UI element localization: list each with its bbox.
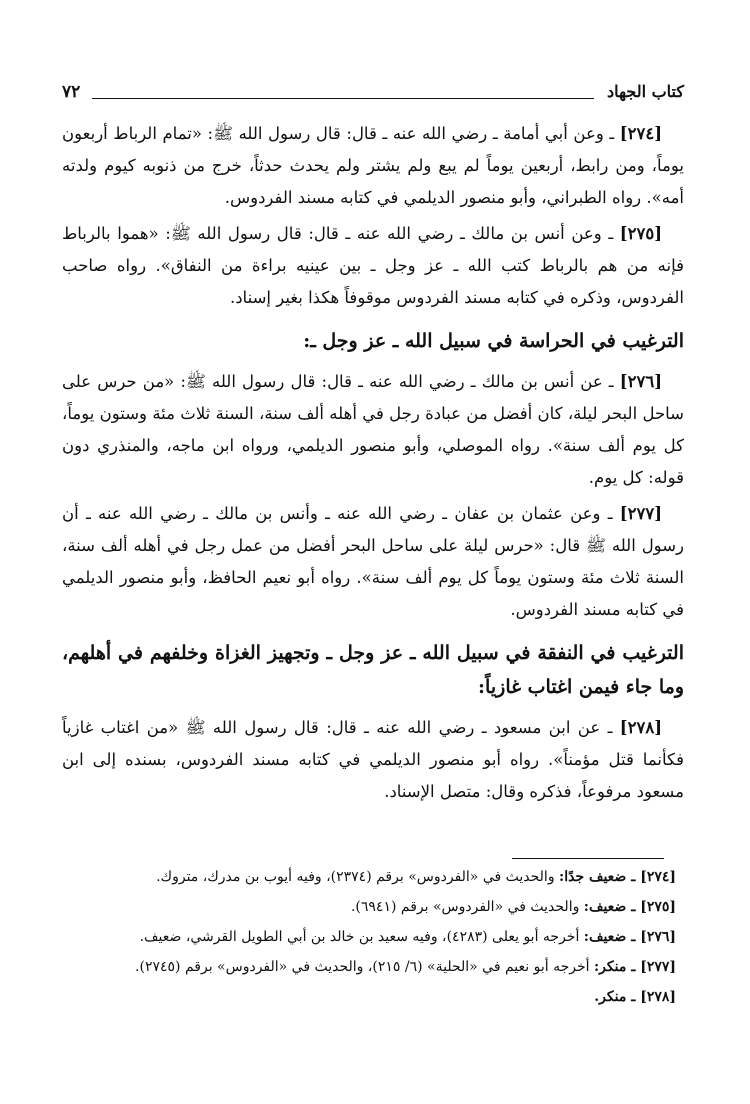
hadith-274: [62, 118, 684, 214]
header-rule: [92, 98, 594, 99]
hadith-number: [٢٧٥]: [619, 224, 662, 243]
hadith-275: [62, 218, 684, 314]
footnote-274: [62, 864, 684, 891]
footnote-number: [٢٧٥]: [640, 899, 676, 915]
hadith-text: ـ عن ابن مسعود ـ رضي الله عنه ـ قال: قال رسول الله ﷺ «من اغتاب غازياً فكأنما قتل مؤمناً». رواه أبو منصور الديلمي في كتابه مسند الفردوس، بسنده إلى ابن مسعود مرفوعاً، فذكره وقال: متصل الإسناد.: [62, 718, 684, 801]
hadith-text: ـ وعن أبي أمامة ـ رضي الله عنه ـ قال: قال رسول الله ﷺ: «تمام الرباط أربعون يوماً، ومن رابط، أربعين يوماً لم يبع ولم يشتر ولم يحدث حدثاً، خرج من ذنوبه كيوم ولدته أمه». رواه الطبراني، وأبو منصور الديلمي في كتابه مسند الفردوس.: [62, 124, 684, 207]
main-text: [62, 118, 684, 812]
footnote-text: أخرجه أبو نعيم في «الحلية» (٦/ ٢١٥)، والحديث في «الفردوس» برقم (٢٧٤٥).: [135, 959, 594, 975]
footnote-separator: [512, 858, 664, 859]
footnote-276: [62, 924, 684, 951]
footnote-grade: ـ منكر:: [593, 959, 641, 975]
footnote-275: [62, 894, 684, 921]
footnotes: [62, 864, 684, 1014]
footnote-number: [٢٧٦]: [640, 929, 676, 945]
hadith-text: ـ وعن أنس بن مالك ـ رضي الله عنه ـ قال: قال رسول الله ﷺ: «هموا بالرباط فإنه من هم بالرباط كتب الله ـ عز وجل ـ بين عينيه براءة من النفاق». رواه صاحب الفردوس، وذكره في كتابه مسند الفردوس موقوفاً هكذا بغير إسناد.: [62, 224, 684, 307]
footnote-number: [٢٧٧]: [640, 959, 676, 975]
footnote-grade: ـ منكر.: [594, 989, 641, 1005]
hadith-number: [٢٧٨]: [619, 718, 662, 737]
page-header: [62, 82, 684, 110]
footnote-grade: ـ ضعيف جدًا:: [559, 869, 641, 885]
footnote-278: [62, 984, 684, 1011]
footnote-277: [62, 954, 684, 981]
hadith-text: ـ وعن عثمان بن عفان ـ رضي الله عنه ـ وأنس بن مالك ـ رضي الله عنه ـ أن رسول الله ﷺ قال: «حرس ليلة على ساحل البحر أفضل من عمل رجل في أهله ألف سنة، السنة ثلاث مئة وستون يوماً كل يوم ألف سنة». رواه أبو نعيم الحافظ، وأبو منصور الديلمي في كتابه مسند الفردوس.: [62, 504, 684, 619]
footnote-text: والحديث في «الفردوس» برقم (٢٣٧٤)، وفيه أيوب بن مدرك، متروك.: [156, 869, 560, 885]
hadith-276: [62, 366, 684, 494]
footnote-text: أخرجه أبو يعلى (٤٢٨٣)، وفيه سعيد بن خالد بن أبي الطويل القرشي، ضعيف.: [139, 929, 584, 945]
footnote-grade: ـ ضعيف:: [583, 899, 641, 915]
hadith-278: [62, 712, 684, 808]
hadith-277: [62, 498, 684, 626]
book-title: كتاب الجهاد: [607, 82, 684, 101]
footnote-text: والحديث في «الفردوس» برقم (٦٩٤١).: [350, 899, 584, 915]
hadith-number: [٢٧٧]: [619, 504, 662, 523]
footnote-grade: ـ ضعيف:: [583, 929, 641, 945]
hadith-number: [٢٧٤]: [619, 124, 662, 143]
section-heading-spending: الترغيب في النفقة في سبيل الله ـ عز وجل ـ وتجهيز الغزاة وخلفهم في أهلهم، وما جاء فيمن اغتاب غازياً:: [62, 642, 684, 698]
hadith-number: [٢٧٦]: [619, 372, 662, 391]
page-number: ٧٢: [62, 82, 81, 102]
footnote-number: [٢٧٤]: [640, 869, 676, 885]
section-heading-guarding: الترغيب في الحراسة في سبيل الله ـ عز وجل ـ:: [303, 330, 684, 352]
footnote-number: [٢٧٨]: [640, 989, 676, 1005]
hadith-text: ـ عن أنس بن مالك ـ رضي الله عنه ـ قال: قال رسول الله ﷺ: «من حرس على ساحل البحر ليلة، كان أفضل من عبادة رجل في أهله ألف سنة، السنة ثلاث مئة وستون يوماً، كل يوم ألف سنة». رواه الموصلي، وأبو منصور الديلمي، ورواه ابن ماجه، والمنذري دون قوله: كل يوم.: [62, 372, 684, 487]
